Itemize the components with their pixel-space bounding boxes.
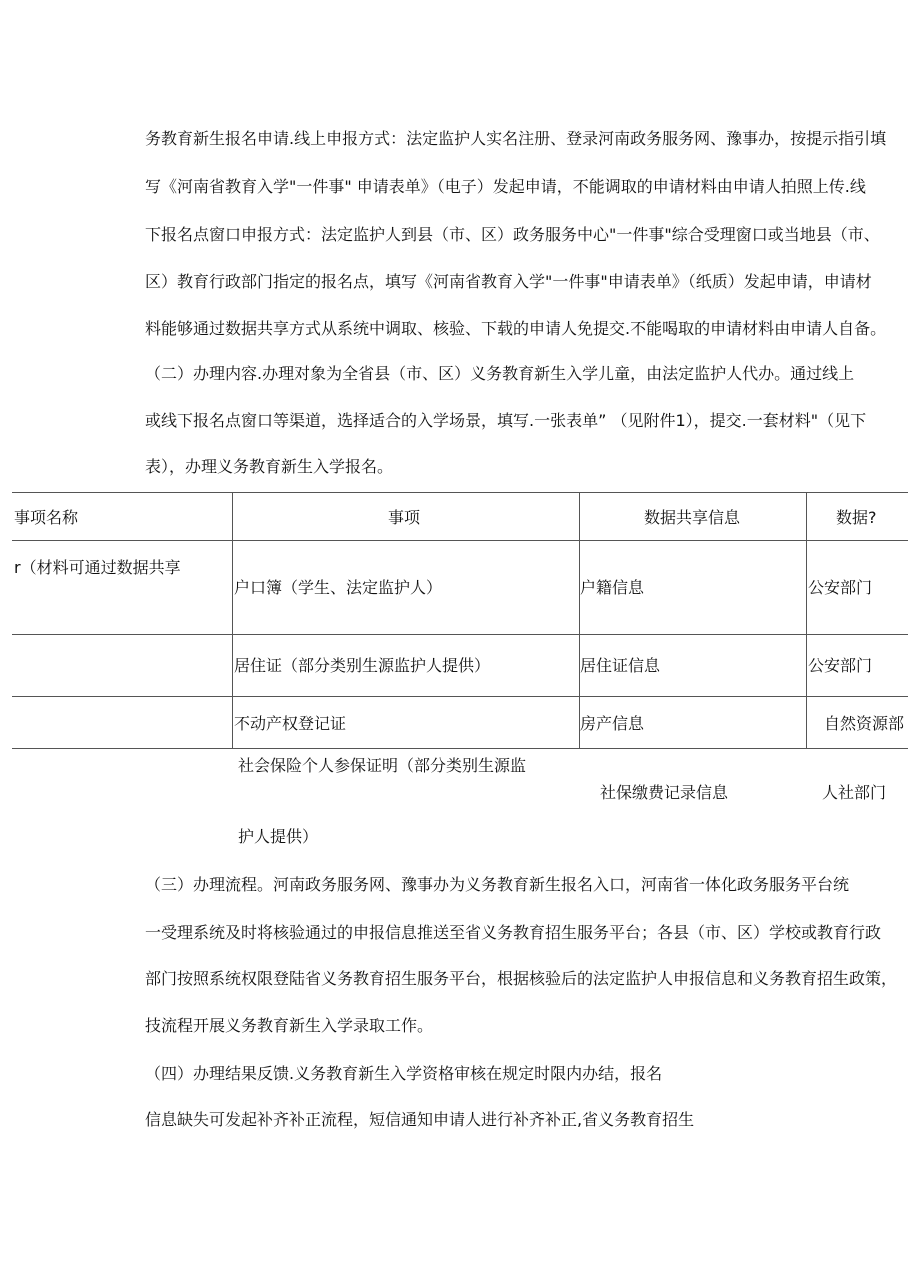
table-cell-info: 户籍信息 bbox=[580, 578, 645, 597]
table-border-top bbox=[12, 492, 908, 493]
paragraph-line: 区）教育行政部门指定的报名点，填写《河南省教育入学"一件事"申请表单》（纸质）发起申请，申请材 bbox=[145, 272, 872, 291]
table-divider bbox=[579, 492, 580, 748]
table-border bbox=[12, 696, 908, 697]
paragraph-line: 表），办理义务教育新生入学报名。 bbox=[145, 457, 394, 476]
table-header-cell: 事项 bbox=[388, 508, 421, 527]
table-divider bbox=[806, 492, 807, 748]
table-cell-dept: 公安部门 bbox=[808, 578, 873, 597]
paragraph-line: 或线下报名点窗口等渠道，选择适合的入学场景，填写.一张表单” （见附件1），提交.一套材料"（见下 bbox=[145, 411, 867, 430]
table-header-cell: 数据? bbox=[836, 508, 877, 527]
table-border bbox=[12, 634, 908, 635]
table-cell-info: 居住证信息 bbox=[580, 656, 661, 675]
table-cell-dept: 人社部门 bbox=[822, 783, 887, 802]
paragraph-line: 一受理系统及时将核验通过的申报信息推送至省义务教育招生服务平台；各县（市、区）学校或教育行政 bbox=[145, 923, 882, 942]
paragraph-line: （四）办理结果反馈.义务教育新生入学资格审核在规定时限内办结，报名 bbox=[145, 1064, 663, 1083]
paragraph-line: 料能够通过数据共享方式从系统中调取、核验、下载的申请人免提交.不能喝取的申请材料由申请人自备。 bbox=[145, 319, 887, 338]
table-cell-item: 居住证（部分类别生源监护人提供） bbox=[234, 656, 491, 675]
table-cell-info: 社保缴费记录信息 bbox=[600, 783, 729, 802]
table-cell-dept: 公安部门 bbox=[808, 656, 873, 675]
paragraph-line: 下报名点窗口申报方式：法定监护人到县（市、区）政务服务中心"一件事"综合受理窗口或当地县（市、 bbox=[145, 225, 880, 244]
paragraph-line: （二）办理内容.办理对象为全省县（市、区）义务教育新生入学儿童，由法定监护人代办。通过线上 bbox=[145, 364, 855, 383]
table-border bbox=[12, 540, 908, 541]
paragraph-line: 务教育新生报名申请.线上申报方式：法定监护人实名注册、登录河南政务服务网、豫事办，按提示指引填 bbox=[145, 129, 887, 148]
paragraph-line: 部门按照系统权限登陆省义务教育招生服务平台，根据核验后的法定监护人申报信息和义务教育招生政策， bbox=[145, 969, 898, 988]
table-header-cell: 数据共享信息 bbox=[644, 508, 741, 527]
table-cell-info: 房产信息 bbox=[580, 714, 645, 733]
table-cell-item-continued: 护人提供） bbox=[238, 827, 319, 846]
table-cell-item: 不动产权登记证 bbox=[234, 714, 347, 733]
table-cell-item: 社会保险个人参保证明（部分类别生源监 bbox=[238, 756, 527, 775]
table-group-label: r（材料可通过数据共享 bbox=[14, 558, 181, 577]
table-divider bbox=[232, 492, 233, 748]
table-cell-dept: 自然资源部 bbox=[824, 714, 905, 733]
table-border bbox=[12, 748, 908, 749]
paragraph-line: 技流程开展义务教育新生入学录取工作。 bbox=[145, 1016, 434, 1035]
paragraph-line: 写《河南省教育入学"一件事" 申请表单》（电子）发起申请，不能调取的申请材料由申请人拍照上传.线 bbox=[145, 177, 866, 196]
table-cell-item: 户口簿（学生、法定监护人） bbox=[234, 578, 443, 597]
table-header-cell: 事项名称 bbox=[14, 508, 79, 527]
paragraph-line: （三）办理流程。河南政务服务网、豫事办为义务教育新生报名入口，河南省一体化政务服务平台统 bbox=[145, 875, 850, 894]
paragraph-line: 信息缺失可发起补齐补正流程，短信通知申请人进行补齐补正,省义务教育招生 bbox=[145, 1110, 695, 1129]
